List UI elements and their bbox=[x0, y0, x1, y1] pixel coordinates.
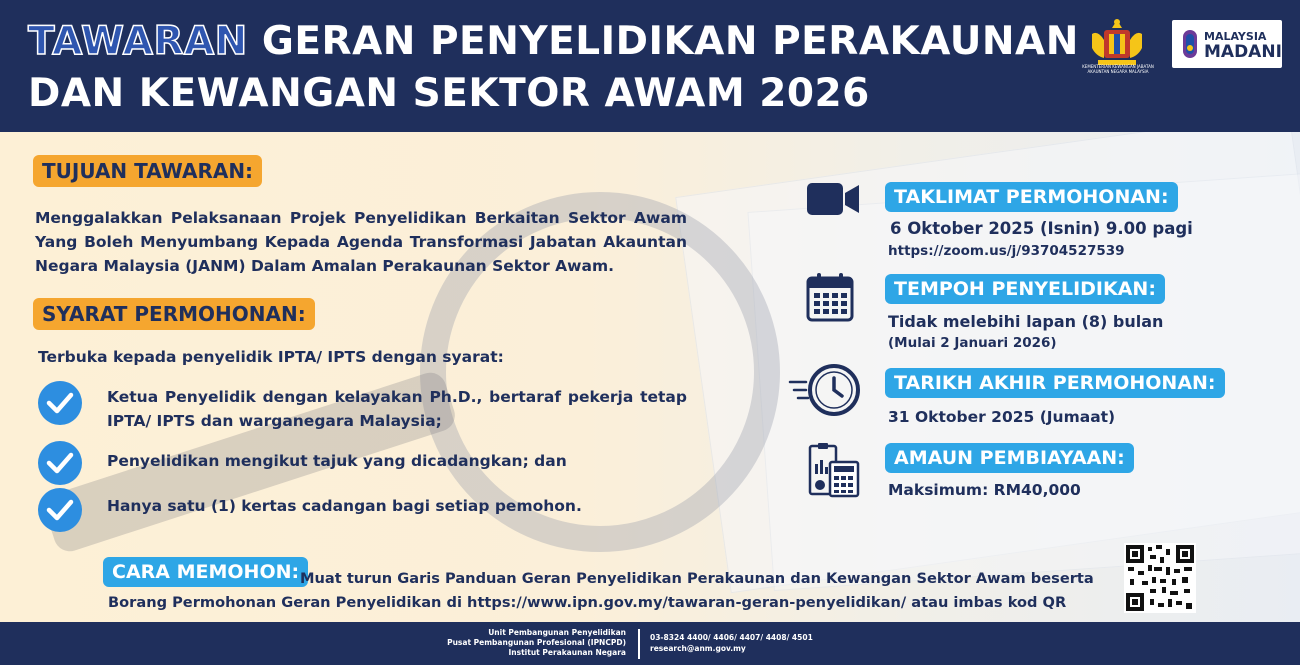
madani-hand-icon bbox=[1180, 28, 1200, 60]
taklimat-label: TAKLIMAT PERMOHONAN: bbox=[885, 182, 1178, 212]
footer-institute: Institut Perakaunan Negara bbox=[508, 648, 626, 657]
tarikh-text: 31 Oktober 2025 (Jumaat) bbox=[888, 408, 1116, 426]
tempoh-label: TEMPOH PENYELIDIKAN: bbox=[885, 274, 1165, 304]
tujuan-text: Menggalakkan Pelaksanaan Projek Penyelidikan Berkaitan Sektor Awam Yang Boleh Menyumbang Kepada Agenda Transformasi Jabatan Akauntan Negara Malaysia (JANM) Dalam Amalan Perakaunan Sektor Awam. bbox=[35, 209, 687, 275]
footer-centre: Pusat Pembangunan Profesional (IPNCPD) bbox=[447, 638, 626, 647]
cara-label: CARA MEMOHON: bbox=[103, 557, 308, 587]
footer-divider bbox=[638, 629, 640, 659]
tujuan-label: TUJUAN TAWARAN: bbox=[33, 155, 262, 187]
madani-text-1: MALAYSIA bbox=[1204, 30, 1267, 43]
title-accent: TAWARAN bbox=[28, 19, 248, 64]
qr-code-icon[interactable] bbox=[1124, 543, 1196, 613]
check-icon bbox=[38, 488, 82, 532]
title-line2: DAN KEWANGAN SEKTOR AWAM 2026 bbox=[28, 71, 870, 116]
taklimat-date: 6 Oktober 2025 (Isnin) 9.00 pagi bbox=[890, 219, 1193, 238]
header-banner bbox=[0, 0, 1300, 132]
footer-unit: Unit Pembangunan Penyelidikan bbox=[488, 628, 626, 637]
cara-line2: Borang Permohonan Geran Penyelidikan di https://www.ipn.gov.my/tawaran-geran-penyelidikan/ atau imbas kod QR bbox=[108, 594, 1067, 611]
tarikh-label: TARIKH AKHIR PERMOHONAN: bbox=[885, 368, 1225, 398]
syarat-item-2: Penyelidikan mengikut tajuk yang dicadangkan; dan bbox=[107, 452, 567, 470]
syarat-item-3: Hanya satu (1) kertas cadangan bagi setiap pemohon. bbox=[107, 497, 582, 515]
footer-email[interactable]: research@anm.gov.my bbox=[650, 644, 746, 653]
footer-bar bbox=[0, 622, 1300, 665]
video-camera-icon bbox=[805, 180, 861, 218]
footer-contact bbox=[650, 632, 813, 654]
footer-unit-info bbox=[447, 628, 626, 658]
syarat-label: SYARAT PERMOHONAN: bbox=[33, 298, 315, 330]
taklimat-link[interactable]: https://zoom.us/j/93704527539 bbox=[888, 243, 1125, 259]
finance-report-icon bbox=[808, 442, 860, 498]
check-icon bbox=[38, 381, 82, 425]
title-line1: GERAN PENYELIDIKAN PERAKAUNAN bbox=[247, 19, 1079, 64]
tempoh-note: (Mulai 2 Januari 2026) bbox=[888, 335, 1057, 351]
amaun-text: Maksimum: RM40,000 bbox=[888, 481, 1081, 499]
syarat-item-1: Ketua Penyelidik dengan kelayakan Ph.D., bertaraf pekerja tetap IPTA/ IPTS dan warganegara Malaysia; bbox=[107, 388, 687, 430]
page-title bbox=[28, 16, 1079, 120]
check-icon bbox=[38, 441, 82, 485]
malaysia-madani-logo bbox=[1172, 20, 1282, 68]
syarat-intro: Terbuka kepada penyelidik IPTA/ IPTS dengan syarat: bbox=[38, 348, 504, 366]
footer-phone: 03-8324 4400/ 4406/ 4407/ 4408/ 4501 bbox=[650, 633, 813, 642]
madani-text-2: MADANI bbox=[1204, 42, 1282, 62]
cara-line1: Muat turun Garis Panduan Geran Penyelidikan Perakaunan dan Kewangan Sektor Awam beserta bbox=[300, 570, 1094, 587]
tempoh-text: Tidak melebihi lapan (8) bulan bbox=[888, 312, 1164, 331]
calendar-icon bbox=[806, 272, 854, 322]
clock-icon bbox=[788, 362, 862, 418]
crest-caption: KEMENTERIAN KEWANGAN JABATAN AKAUNTAN NEGARA MALAYSIA bbox=[1082, 64, 1154, 74]
amaun-label: AMAUN PEMBIAYAAN: bbox=[885, 443, 1134, 473]
